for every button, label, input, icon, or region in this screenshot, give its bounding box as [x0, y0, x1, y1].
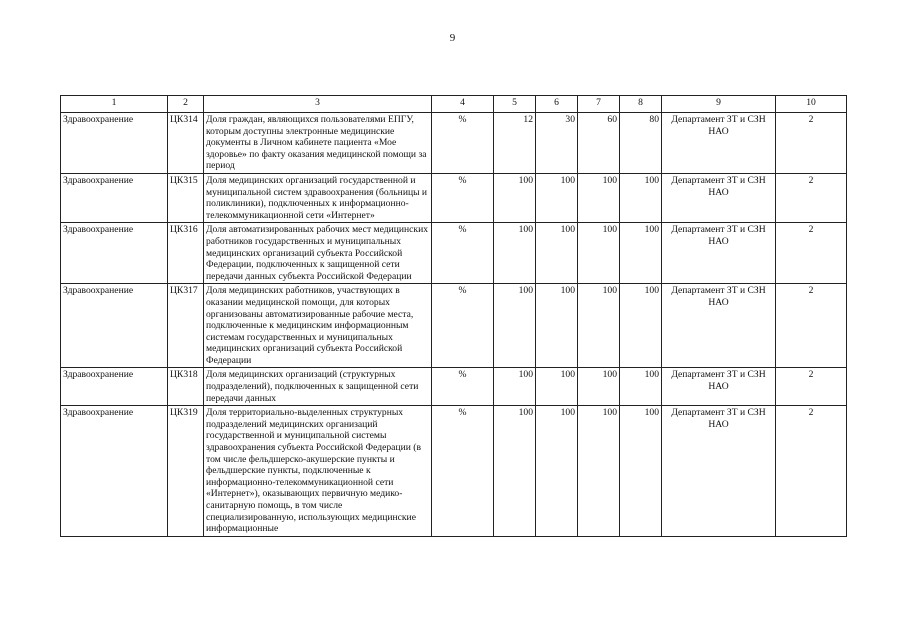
- value-cell: 100: [536, 173, 578, 222]
- value-cell: 100: [536, 406, 578, 537]
- table-row: [61, 223, 847, 284]
- department-cell: Департамент ЗТ и СЗН НАО: [662, 173, 776, 222]
- value-cell: 100: [578, 368, 620, 406]
- indicators-table: [60, 95, 847, 537]
- value-cell: 100: [494, 173, 536, 222]
- value-cell: 2: [776, 284, 847, 368]
- indicator-cell: Доля медицинских организаций государственной и муниципальной систем здравоохранения (больницы и поликлиники), подключенных к информационно-телекоммуникационной сети «Интернет»: [204, 173, 432, 222]
- value-cell: 100: [494, 368, 536, 406]
- value-cell: 100: [578, 173, 620, 222]
- column-header: 2: [168, 96, 204, 113]
- column-header: 9: [662, 96, 776, 113]
- indicator-cell: Доля медицинских работников, участвующих в оказании медицинской помощи, для которых организованы автоматизированные рабочие места, подключенные к медицинским информационным системам государственных и муниципальных медицинских организаций субъекта Российской Федерации: [204, 284, 432, 368]
- sector-cell: Здравоохранение: [61, 223, 168, 284]
- value-cell: 2: [776, 113, 847, 174]
- value-cell: 2: [776, 223, 847, 284]
- sector-cell: Здравоохранение: [61, 368, 168, 406]
- value-cell: 100: [578, 406, 620, 537]
- sector-cell: Здравоохранение: [61, 284, 168, 368]
- table-row: [61, 406, 847, 537]
- page-number: 9: [449, 32, 456, 44]
- column-header: 7: [578, 96, 620, 113]
- unit-cell: %: [432, 113, 494, 174]
- code-cell: ЦК318: [168, 368, 204, 406]
- value-cell: 2: [776, 173, 847, 222]
- code-cell: ЦК315: [168, 173, 204, 222]
- indicator-cell: Доля территориально-выделенных структурных подразделений медицинских организаций государственной и муниципальной системы здравоохранения субъекта Российской Федерации (в том числе фельдшерско-акушерские пункты и фельдшерские пункты, подключенные к информационно-телекоммуникационной сети «Интернет»), оказывающих первичную медико-санитарную помощь, в том числе специализированную, использующих медицинские информационные: [204, 406, 432, 537]
- table-row: [61, 368, 847, 406]
- value-cell: 100: [620, 406, 662, 537]
- header-row: [61, 96, 847, 113]
- value-cell: 100: [494, 223, 536, 284]
- value-cell: 100: [494, 284, 536, 368]
- department-cell: Департамент ЗТ и СЗН НАО: [662, 406, 776, 537]
- column-header: 3: [204, 96, 432, 113]
- sector-cell: Здравоохранение: [61, 406, 168, 537]
- value-cell: 2: [776, 406, 847, 537]
- unit-cell: %: [432, 173, 494, 222]
- department-cell: Департамент ЗТ и СЗН НАО: [662, 284, 776, 368]
- value-cell: 12: [494, 113, 536, 174]
- code-cell: ЦК314: [168, 113, 204, 174]
- column-header: 6: [536, 96, 578, 113]
- code-cell: ЦК317: [168, 284, 204, 368]
- department-cell: Департамент ЗТ и СЗН НАО: [662, 223, 776, 284]
- value-cell: 60: [578, 113, 620, 174]
- value-cell: 100: [536, 368, 578, 406]
- unit-cell: %: [432, 284, 494, 368]
- table-row: [61, 173, 847, 222]
- indicator-cell: Доля медицинских организаций (структурных подразделений), подключенных к защищенной сети передачи данных: [204, 368, 432, 406]
- table-row: [61, 113, 847, 174]
- value-cell: 100: [578, 284, 620, 368]
- unit-cell: %: [432, 406, 494, 537]
- department-cell: Департамент ЗТ и СЗН НАО: [662, 113, 776, 174]
- value-cell: 100: [494, 406, 536, 537]
- column-header: 10: [776, 96, 847, 113]
- indicator-cell: Доля граждан, являющихся пользователями ЕПГУ, которым доступны электронные медицинские документы в Личном кабинете пациента «Мое здоровье» по факту оказания медицинской помощи за период: [204, 113, 432, 174]
- unit-cell: %: [432, 223, 494, 284]
- sector-cell: Здравоохранение: [61, 113, 168, 174]
- column-header: 4: [432, 96, 494, 113]
- value-cell: 100: [620, 223, 662, 284]
- department-cell: Департамент ЗТ и СЗН НАО: [662, 368, 776, 406]
- value-cell: 100: [536, 284, 578, 368]
- value-cell: 100: [536, 223, 578, 284]
- indicator-cell: Доля автоматизированных рабочих мест медицинских работников государственных и муниципальных медицинских организаций субъекта Российской Федерации, подключенных к защищенной сети передачи данных субъекта Российской Федерации: [204, 223, 432, 284]
- value-cell: 2: [776, 368, 847, 406]
- code-cell: ЦК319: [168, 406, 204, 537]
- value-cell: 30: [536, 113, 578, 174]
- value-cell: 100: [620, 284, 662, 368]
- table-row: [61, 284, 847, 368]
- value-cell: 100: [620, 368, 662, 406]
- column-header: 1: [61, 96, 168, 113]
- value-cell: 80: [620, 113, 662, 174]
- column-header: 5: [494, 96, 536, 113]
- unit-cell: %: [432, 368, 494, 406]
- sector-cell: Здравоохранение: [61, 173, 168, 222]
- value-cell: 100: [620, 173, 662, 222]
- column-header: 8: [620, 96, 662, 113]
- code-cell: ЦК316: [168, 223, 204, 284]
- value-cell: 100: [578, 223, 620, 284]
